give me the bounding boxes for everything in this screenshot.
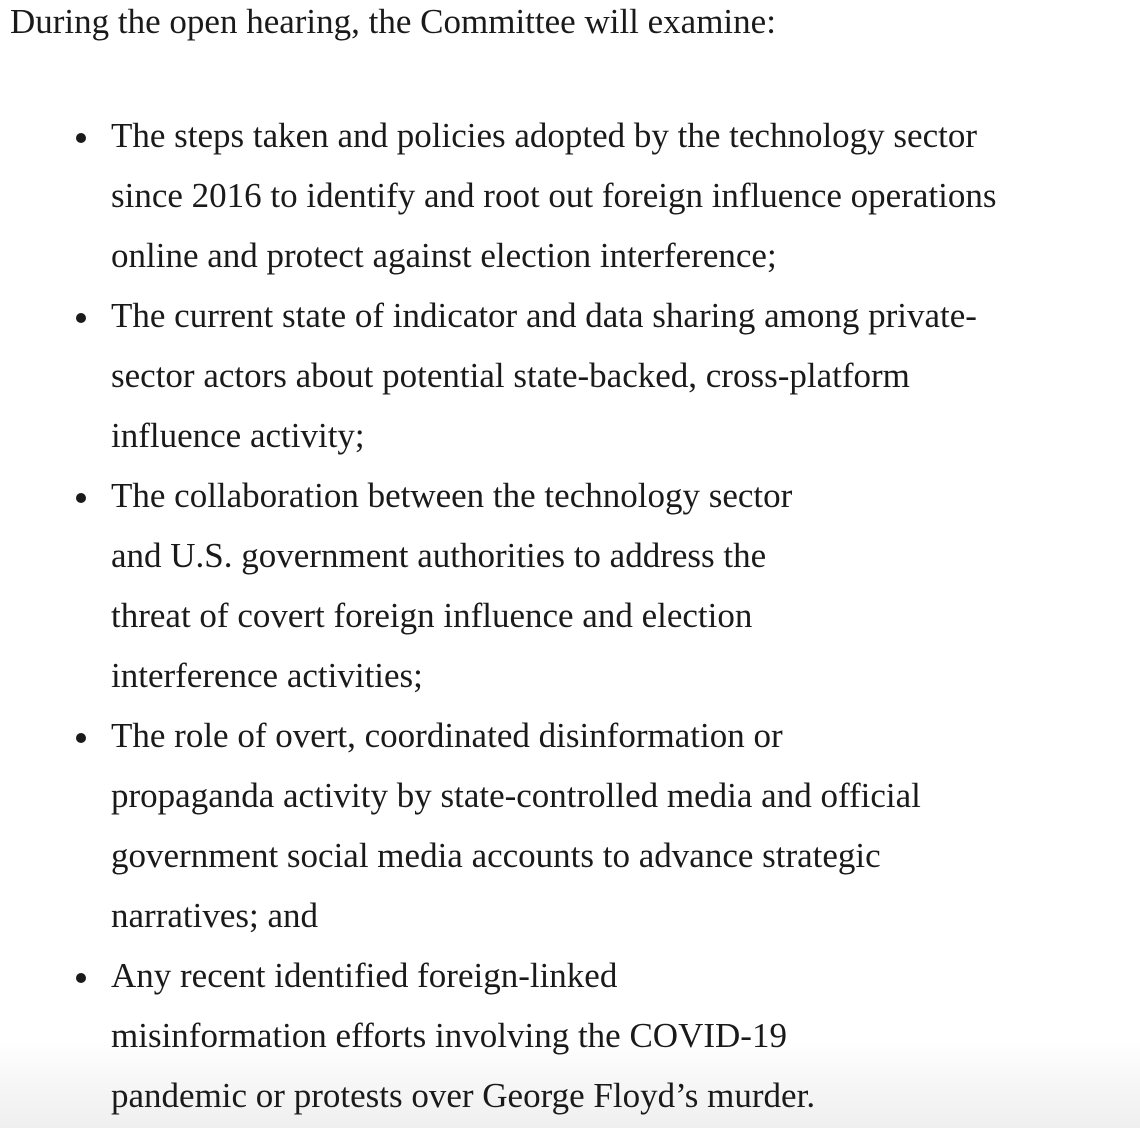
list-item-line: government social media accounts to advance strategic — [111, 836, 881, 875]
list-item-line: pandemic or protests over George Floyd’s murder. — [111, 1076, 816, 1115]
list-item-line: sector actors about potential state-backed, cross-platform — [111, 356, 910, 395]
list-item-line: Any recent identified foreign-linked — [111, 956, 618, 995]
list-item-line: narratives; and — [111, 896, 318, 935]
list-item-line: interference activities; — [111, 656, 423, 695]
list-item-line: misinformation efforts involving the COVID-19 — [111, 1016, 787, 1055]
list-item-line: The collaboration between the technology sector — [111, 476, 793, 515]
list-item-line: The current state of indicator and data sharing among private- — [111, 296, 977, 335]
list-item — [0, 286, 996, 466]
examination-topics-list — [0, 106, 996, 1126]
bullet-icon — [76, 133, 86, 143]
list-item — [0, 706, 996, 946]
list-item — [0, 946, 996, 1126]
list-item-line: since 2016 to identify and root out foreign influence operations — [111, 176, 997, 215]
list-item-line: threat of covert foreign influence and election — [111, 596, 753, 635]
list-item-line: and U.S. government authorities to address the — [111, 536, 767, 575]
list-item-line: online and protect against election interference; — [111, 236, 777, 275]
list-item — [0, 106, 996, 286]
bullet-icon — [76, 493, 86, 503]
list-item — [0, 466, 996, 706]
list-item-line: The steps taken and policies adopted by the technology sector — [111, 116, 977, 155]
list-item-line: propaganda activity by state-controlled media and official — [111, 776, 921, 815]
bullet-icon — [76, 313, 86, 323]
list-item-line: The role of overt, coordinated disinformation or — [111, 716, 783, 755]
intro-paragraph: During the open hearing, the Committee will examine: — [10, 2, 776, 41]
bullet-icon — [76, 973, 86, 983]
bullet-icon — [76, 733, 86, 743]
list-item-line: influence activity; — [111, 416, 365, 455]
